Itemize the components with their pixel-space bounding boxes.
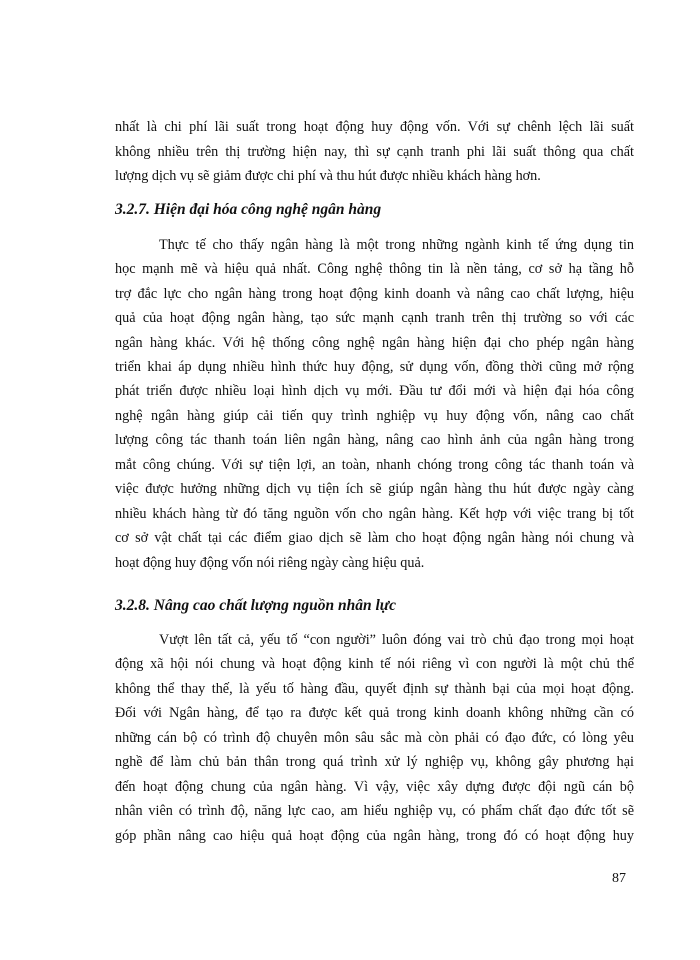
text-line: nghệ ngân hàng giúp cải tiến quy trình nghiệp vụ huy động vốn, nâng cao chất	[115, 408, 634, 424]
text-line: cơ sở vật chất tại các điểm giao dịch sẽ làm cho hoạt động ngân hàng nói chung và	[115, 530, 634, 546]
text-line: học mạnh mẽ và hiệu quả nhất. Công nghệ thông tin là nền tảng, cơ sở hạ tầng hỗ	[115, 261, 634, 277]
text-line: không nhiều trên thị trường hiện nay, thì sự cạnh tranh phi lãi suất thông qua chất	[115, 144, 634, 160]
text-line: phát triển được nhiều loại hình dịch vụ mới. Đầu tư đổi mới và hiện đại hóa công	[115, 383, 634, 399]
text-line: trợ đắc lực cho ngân hàng trong hoạt động kinh doanh và nâng cao chất lượng, hiệu	[115, 286, 634, 302]
text-line: những cán bộ có trình độ chuyên môn sâu sắc mà còn phải có đạo đức, có lòng yêu	[115, 730, 634, 746]
section-heading-3-2-7: 3.2.7. Hiện đại hóa công nghệ ngân hàng	[115, 201, 382, 218]
text-line: quả của hoạt động ngân hàng, tạo sức mạnh cạnh tranh trên thị trường so với các	[115, 310, 634, 326]
text-line: nhất là chi phí lãi suất trong hoạt động huy động vốn. Với sự chênh lệch lãi suất	[115, 119, 634, 135]
text-line: hoạt động huy động vốn nói riêng ngày càng hiệu quả.	[115, 555, 425, 571]
text-line: Vượt lên tất cả, yếu tố “con người” luôn đóng vai trò chủ đạo trong mọi hoạt	[159, 632, 634, 648]
text-line: nhân viên có trình độ, năng lực cao, am hiểu nghiệp vụ, có phẩm chất đạo đức tốt sẽ	[115, 803, 634, 819]
text-line: nghề để làm chủ bản thân trong quá trình xử lý nghiệp vụ, không gây phương hại	[115, 754, 634, 770]
text-line: triển khai áp dụng nhiều hình thức huy động, sử dụng vốn, đồng thời cũng mở rộng	[115, 359, 634, 375]
text-line: Thực tế cho thấy ngân hàng là một trong những ngành kinh tế ứng dụng tin	[159, 237, 634, 253]
text-line: ngân hàng khác. Với hệ thống công nghệ ngân hàng hiện đại cho phép ngân hàng	[115, 335, 634, 351]
text-line: không thể thay thế, là yếu tố hàng đầu, quyết định sự thành bại của mọi hoạt động.	[115, 681, 634, 697]
page-number: 87	[612, 871, 626, 886]
text-line: đến hoạt động chung của ngân hàng. Vì vậy, việc xây dựng được đội ngũ cán bộ	[115, 779, 634, 795]
text-line: nhiều khách hàng từ đó tăng nguồn vốn cho ngân hàng. Kết hợp với việc trang bị tốt	[115, 506, 634, 522]
text-line: mắt công chúng. Với sự tiện lợi, an toàn, nhanh chóng trong công tác thanh toán và	[115, 457, 634, 473]
section-heading-3-2-8: 3.2.8. Nâng cao chất lượng nguồn nhân lực	[115, 597, 396, 614]
text-line: lượng công tác thanh toán liên ngân hàng, nâng cao hình ảnh của ngân hàng trong	[115, 432, 634, 448]
text-line: góp phần nâng cao hiệu quả hoạt động của ngân hàng, trong đó có hoạt động huy	[115, 828, 634, 844]
text-line: động xã hội nói chung và hoạt động kinh tế nói riêng vì con người là một chủ thể	[115, 656, 634, 672]
text-line: việc được hưởng những dịch vụ tiện ích sẽ giúp ngân hàng thu hút được ngày càng	[115, 481, 634, 497]
text-line: lượng dịch vụ sẽ giảm được chi phí và thu hút được nhiều khách hàng hơn.	[115, 168, 541, 184]
text-line: Đối với Ngân hàng, để tạo ra được kết quả trong kinh doanh không những cần có	[115, 705, 634, 721]
